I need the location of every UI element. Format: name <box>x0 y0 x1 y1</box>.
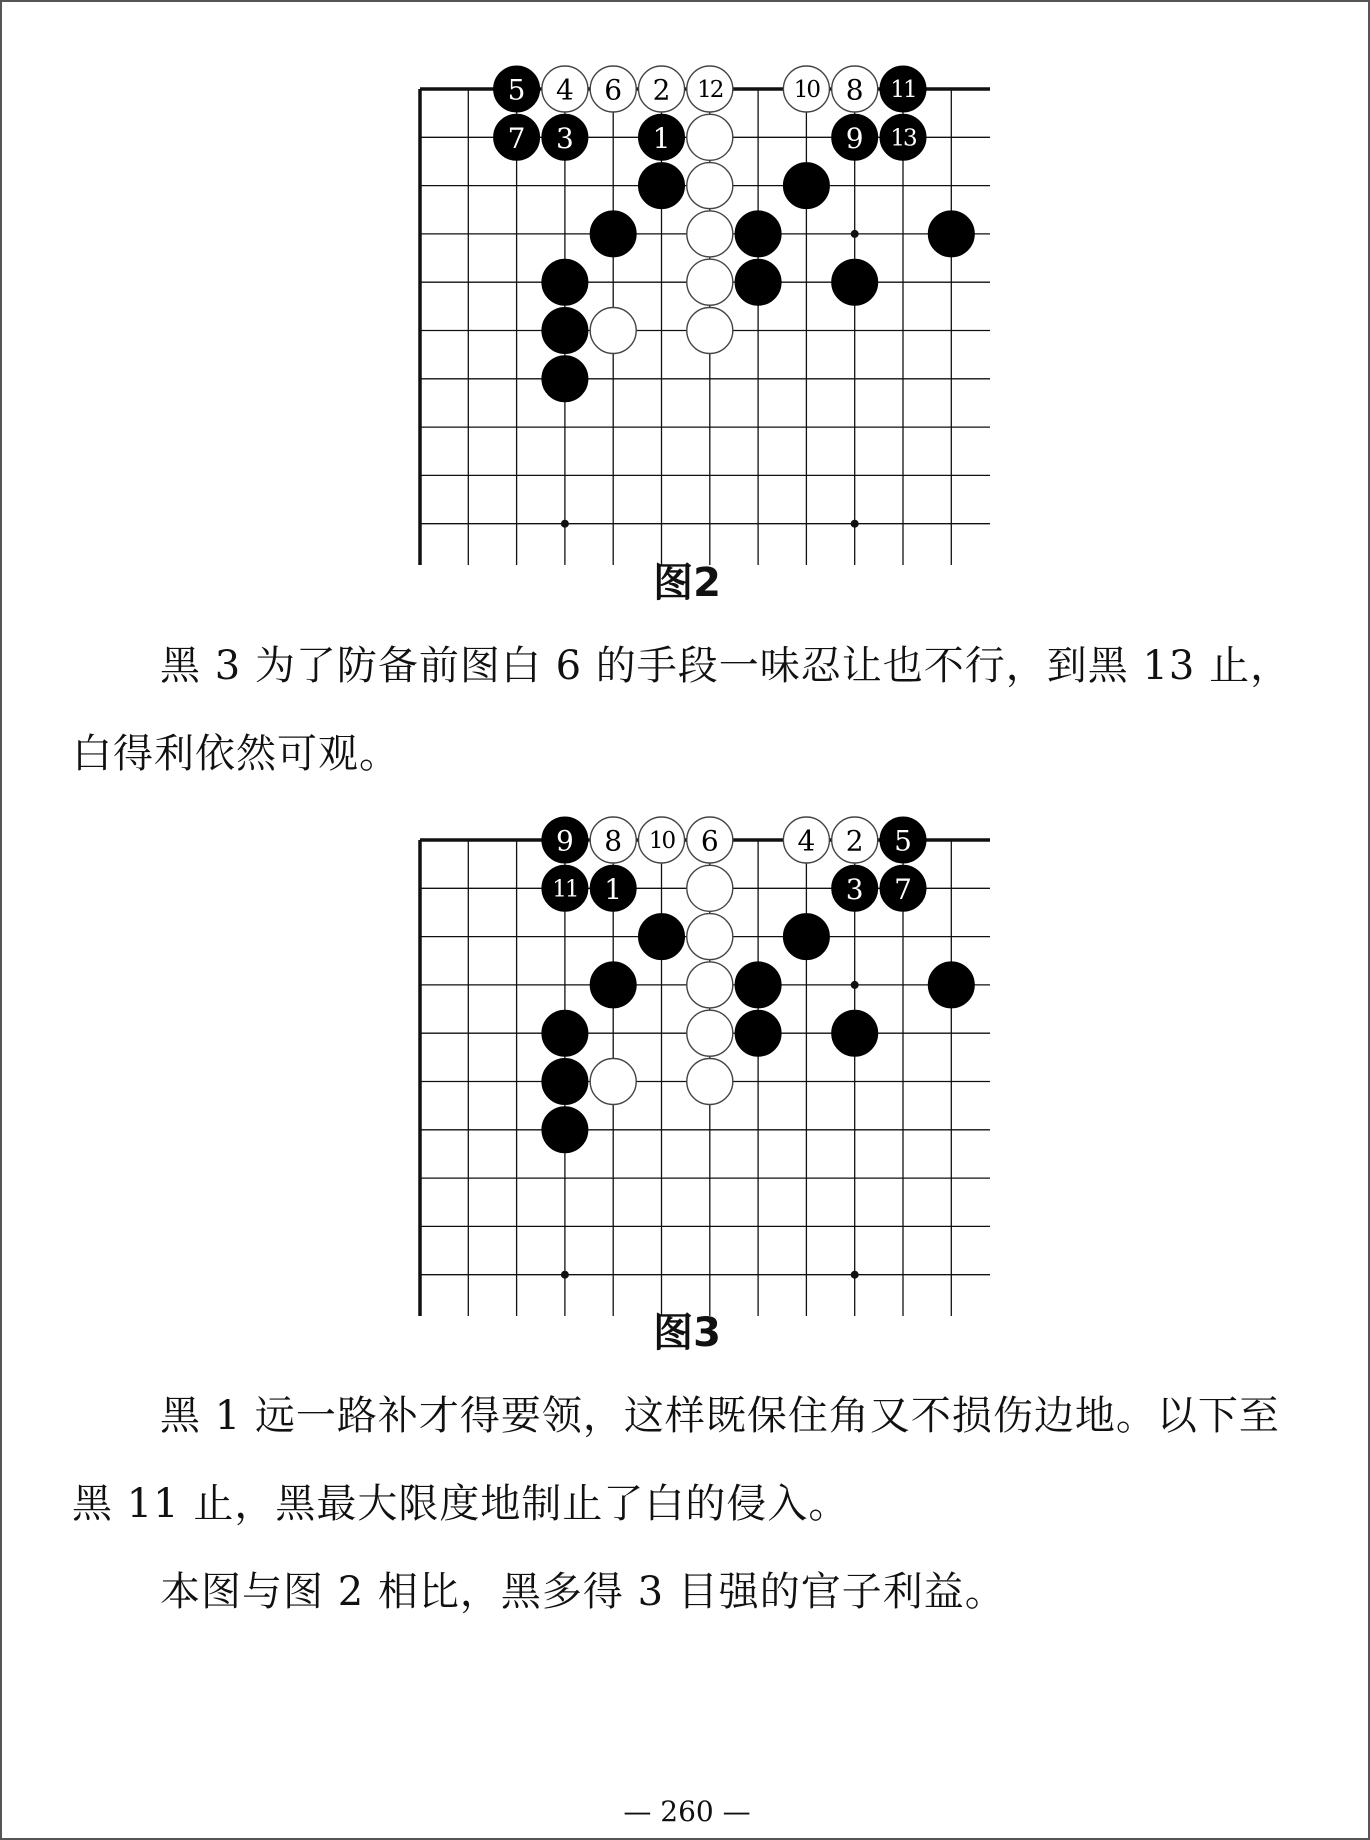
move-number: 1 <box>652 121 671 155</box>
black-stone <box>928 962 974 1008</box>
move-number: 9 <box>845 121 864 155</box>
black-stone <box>542 259 588 305</box>
black-stone <box>590 962 636 1008</box>
white-stone <box>639 66 685 112</box>
move-number: 13 <box>890 125 916 152</box>
move-number: 1 <box>604 872 623 906</box>
white-stone <box>687 914 733 960</box>
black-stone <box>542 865 588 911</box>
white-stone <box>639 817 685 863</box>
move-number: 9 <box>555 824 574 858</box>
black-stone <box>494 114 540 160</box>
white-stone <box>783 66 829 112</box>
black-stone <box>542 1010 588 1056</box>
white-stone <box>590 1059 636 1105</box>
white-stone <box>687 865 733 911</box>
move-number: 8 <box>604 824 623 858</box>
move-number: 3 <box>845 872 864 906</box>
white-stone <box>687 259 733 305</box>
white-stone <box>687 114 733 160</box>
black-stone <box>735 1010 781 1056</box>
black-stone <box>783 163 829 209</box>
white-stone <box>542 66 588 112</box>
black-stone <box>832 114 878 160</box>
star-point <box>851 981 859 989</box>
black-stone <box>832 865 878 911</box>
black-stone <box>880 114 926 160</box>
white-stone <box>590 817 636 863</box>
black-stone <box>928 211 974 257</box>
black-stone <box>494 66 540 112</box>
move-number: 4 <box>797 824 816 858</box>
commentary-paragraph-1: 黑 3 为了防备前图白 6 的手段一味忍让也不行，到黑 13 止，白得利依然可观。 <box>72 643 1292 777</box>
black-stone <box>783 914 829 960</box>
white-stone <box>590 308 636 354</box>
black-stone <box>542 114 588 160</box>
black-stone <box>542 817 588 863</box>
black-stone <box>735 211 781 257</box>
white-stone <box>783 817 829 863</box>
star-point <box>851 230 859 238</box>
move-number: 3 <box>555 121 574 155</box>
white-stone <box>687 1059 733 1105</box>
move-number: 10 <box>648 828 675 854</box>
commentary-paragraph-3: 本图与图 2 相比，黑多得 3 目强的官子利益。 <box>160 1569 1006 1615</box>
commentary-paragraph-2: 黑 1 远一路补才得要领，这样既保住角又不损伤边地。以下至黑 11 止，黑最大限度地制止了白的侵入。 <box>72 1393 1280 1527</box>
white-stone <box>687 962 733 1008</box>
move-number: 8 <box>845 73 864 107</box>
diagram-caption-2: 图2 <box>653 560 721 606</box>
white-stone <box>687 163 733 209</box>
black-stone <box>880 865 926 911</box>
move-number: 10 <box>793 77 820 103</box>
move-number: 6 <box>700 824 719 858</box>
move-number: 5 <box>507 73 526 107</box>
black-stone <box>832 1010 878 1056</box>
star-point <box>851 1271 859 1279</box>
move-number: 5 <box>894 824 912 858</box>
page-number: — 260 — <box>623 1795 751 1828</box>
black-stone <box>639 914 685 960</box>
black-stone <box>880 817 926 863</box>
black-stone <box>542 356 588 402</box>
white-stone <box>590 66 636 112</box>
white-stone <box>687 66 733 112</box>
black-stone <box>735 962 781 1008</box>
black-stone <box>880 66 926 112</box>
move-number: 4 <box>555 73 574 107</box>
go-diagram-2 <box>412 62 992 567</box>
black-stone <box>639 163 685 209</box>
diagram-caption-3: 图3 <box>653 1310 721 1356</box>
move-number: 11 <box>890 77 916 103</box>
black-stone <box>542 308 588 354</box>
black-stone <box>735 259 781 305</box>
white-stone <box>687 1010 733 1056</box>
star-point <box>851 520 859 528</box>
move-number: 2 <box>845 824 864 858</box>
move-number: 12 <box>697 77 723 103</box>
star-point <box>561 520 569 528</box>
black-stone <box>639 114 685 160</box>
go-diagram-3 <box>412 813 992 1318</box>
star-point <box>561 1271 569 1279</box>
black-stone <box>832 259 878 305</box>
white-stone <box>832 817 878 863</box>
white-stone <box>687 817 733 863</box>
move-number: 2 <box>652 73 671 107</box>
move-number: 6 <box>604 73 623 107</box>
white-stone <box>687 308 733 354</box>
black-stone <box>590 865 636 911</box>
black-stone <box>590 211 636 257</box>
black-stone <box>542 1107 588 1153</box>
move-number: 11 <box>552 876 578 903</box>
black-stone <box>542 1059 588 1105</box>
move-number: 7 <box>507 121 526 155</box>
white-stone <box>687 211 733 257</box>
move-number: 7 <box>894 872 912 906</box>
white-stone <box>832 66 878 112</box>
